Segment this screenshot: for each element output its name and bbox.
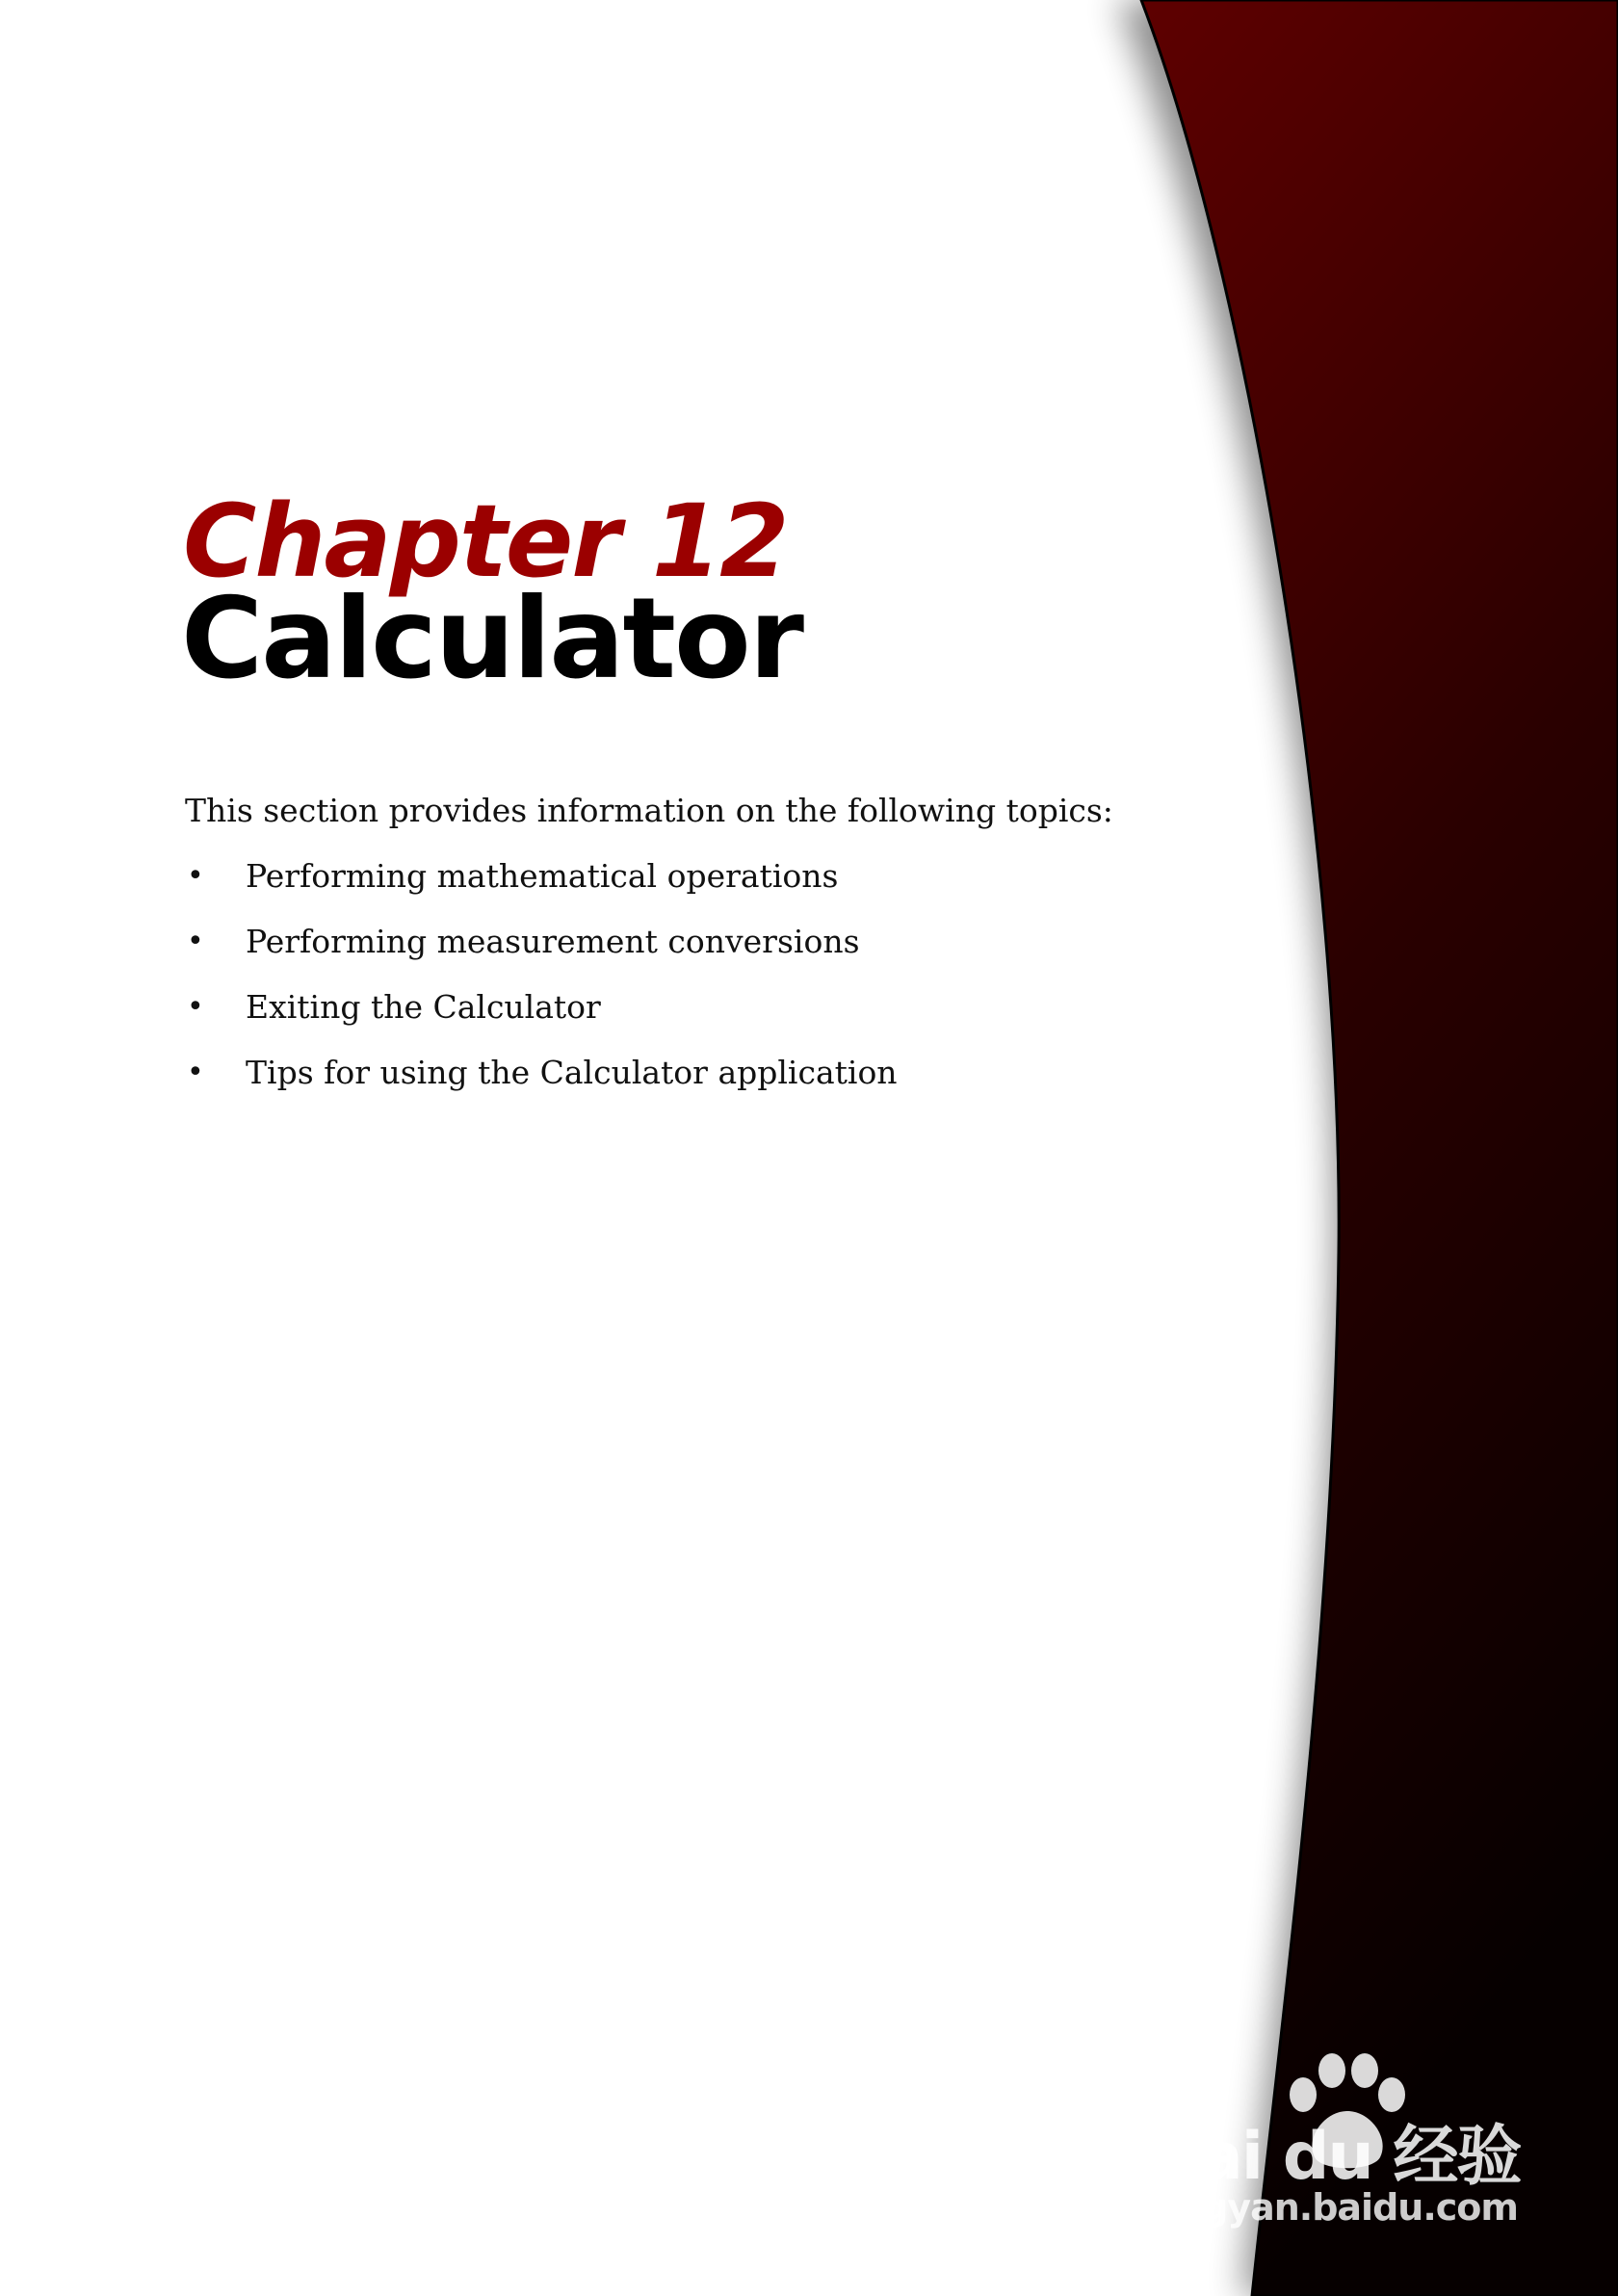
chapter-number: Chapter 12 [183,483,788,600]
band-fill [1141,0,1618,2296]
baidu-watermark [1146,2051,1531,2244]
intro-text: This section provides information on the following topics: [185,792,1113,829]
bullet-icon: • [187,925,204,958]
bullet-icon: • [187,1056,204,1089]
topic-text: Performing mathematical operations [246,857,839,895]
watermark-brand: Bai du 经验 [1151,2119,1521,2195]
topic-text: Tips for using the Calculator application [246,1054,898,1091]
watermark-url: jingyan.baidu.com [1154,2186,1518,2229]
bullet-icon: • [187,859,204,893]
topic-text: Performing measurement conversions [246,923,860,960]
topic-text: Exiting the Calculator [246,988,601,1026]
chapter-title: Calculator [181,574,802,704]
bullet-icon: • [187,990,204,1024]
